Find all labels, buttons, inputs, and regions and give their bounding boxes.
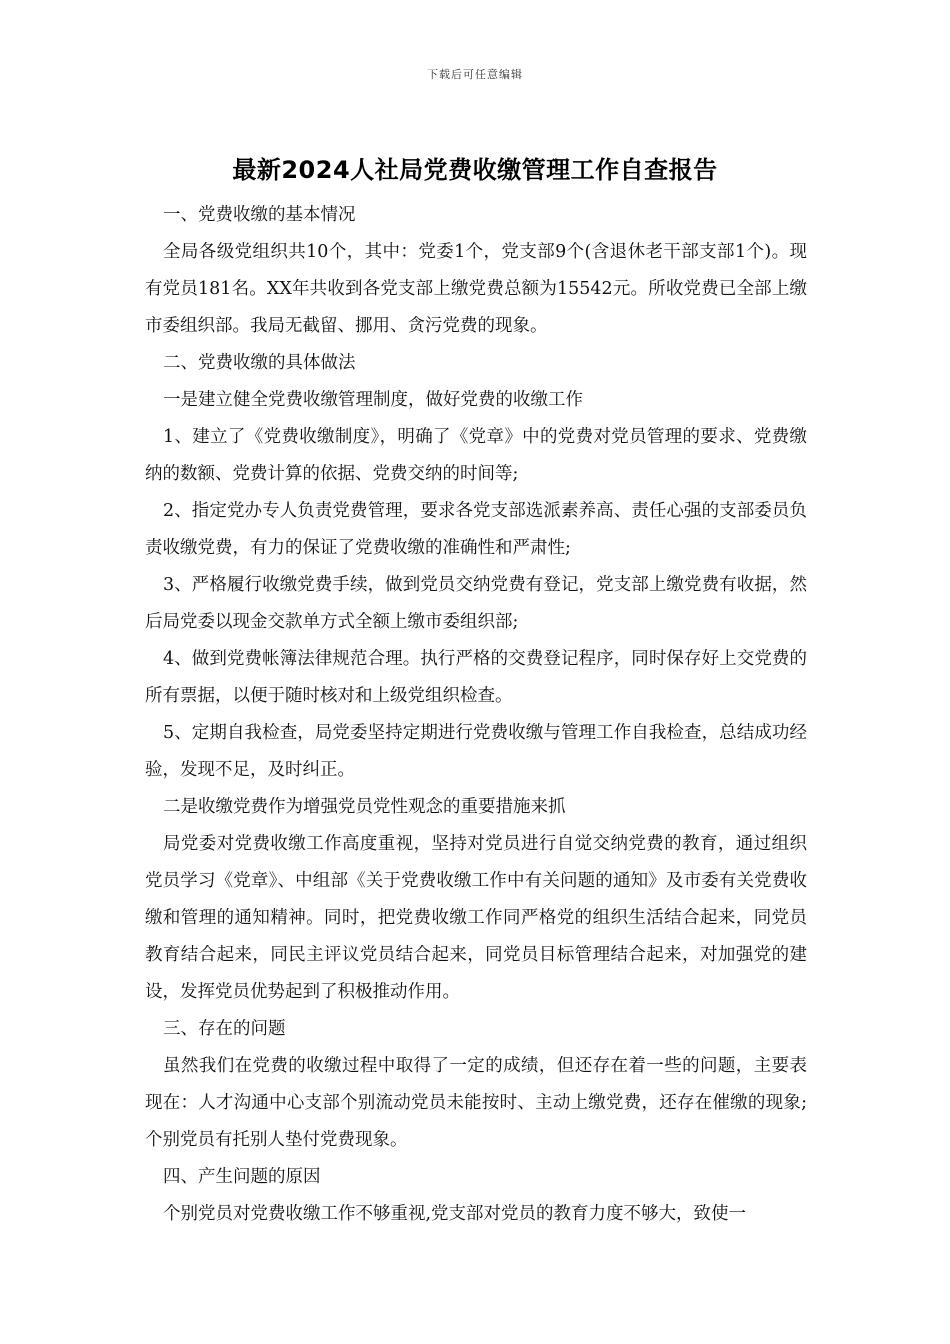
section-heading-basic-situation: 一、党费收缴的基本情况 (163, 205, 356, 225)
document-title: 最新2024人社局党费收缴管理工作自查报告 (232, 156, 718, 184)
list-item: 1、建立了《党费收缴制度》，明确了《党章》中的党费对党员管理的要求、党费缴纳的数额、党费计算的依据、党费交纳的时间等; (145, 427, 807, 484)
section-heading-specific-practices: 二、党费收缴的具体做法 (163, 353, 356, 373)
list-item: 5、定期自我检查，局党委坚持定期进行党费收缴与管理工作自我检查，总结成功经验，发现不足，及时纠正。 (145, 723, 807, 780)
paragraph: 虽然我们在党费的收缴过程中取得了一定的成绩，但还存在着一些的问题，主要表现在：人才沟通中心支部个别流动党员未能按时、主动上缴党费，还存在催缴的现象;个别党员有托别人垫付党费现象。 (145, 1056, 807, 1150)
document-body (145, 197, 807, 1233)
section-heading-existing-problems: 三、存在的问题 (163, 1019, 286, 1039)
subheading-party-spirit: 二是收缴党费作为增强党员党性观念的重要措施来抓 (163, 797, 566, 817)
header-note: 下载后可任意编辑 (427, 68, 523, 81)
list-item: 3、严格履行收缴党费手续，做到党员交纳党费有登记，党支部上缴党费有收据，然后局党委以现金交款单方式全额上缴市委组织部; (145, 575, 807, 632)
list-item: 4、做到党费帐簿法律规范合理。执行严格的交费登记程序，同时保存好上交党费的所有票据，以便于随时核对和上级党组织检查。 (145, 649, 807, 706)
subheading-system-building: 一是建立健全党费收缴管理制度，做好党费的收缴工作 (163, 390, 583, 410)
paragraph: 个别党员对党费收缴工作不够重视,党支部对党员的教育力度不够大，致使一 (163, 1204, 747, 1224)
paragraph: 全局各级党组织共10个，其中：党委1个，党支部9个(含退休老干部支部1个)。现有党员181名。XX年共收到各党支部上缴党费总额为15542元。所收党费已全部上缴市委组织部。我局无截留、挪用、贪污党费的现象。 (145, 242, 807, 336)
section-heading-problem-causes: 四、产生问题的原因 (163, 1167, 321, 1187)
list-item: 2、指定党办专人负责党费管理，要求各党支部选派素养高、责任心强的支部委员负责收缴党费，有力的保证了党费收缴的准确性和严肃性; (145, 501, 807, 558)
paragraph: 局党委对党费收缴工作高度重视，坚持对党员进行自觉交纳党费的教育，通过组织党员学习《党章》、中组部《关于党费收缴工作中有关问题的通知》及市委有关党费收缴和管理的通知精神。同时，把党费收缴工作同严格党的组织生活结合起来，同党员教育结合起来，同民主评议党员结合起来，同党员目标管理结合起来，对加强党的建设，发挥党员优势起到了积极推动作用。 (145, 834, 807, 1002)
